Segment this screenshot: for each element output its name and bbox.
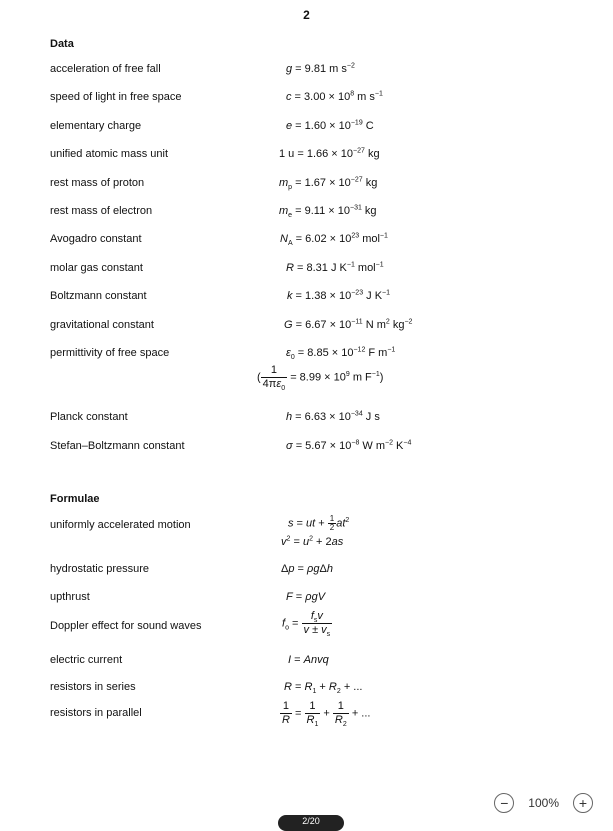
value-suvat-s: s = ut + $\frac{1}{2}$ $at^2$: [288, 514, 350, 532]
value-proton-mass: $m_p = 1.67 \times 10^{-27}$ kg: [279, 176, 378, 192]
label-free-fall: acceleration of free fall: [50, 63, 161, 75]
value-avogadro: $N_A = 6.02 \times 10^{23}$ mol$^{-1}$: [280, 232, 388, 248]
label-molar-gas: molar gas constant: [50, 262, 143, 274]
value-elementary-charge: $e = 1.60 \times 10^{-19}$ C: [286, 119, 374, 132]
zoom-out-button[interactable]: −: [494, 793, 514, 813]
label-boltzmann: Boltzmann constant: [50, 290, 147, 302]
label-stefan-boltzmann: Stefan–Boltzmann constant: [50, 440, 185, 452]
value-stefan-boltzmann: $\sigma = 5.67 \times 10^{-8}$ W $m^{-2}$ $K^{-4}$: [286, 439, 412, 452]
label-electron-mass: rest mass of electron: [50, 205, 153, 217]
label-electric-current: electric current: [50, 654, 123, 666]
label-avogadro: Avogadro constant: [50, 233, 142, 245]
label-series: resistors in series: [50, 681, 136, 693]
value-molar-gas: R = 8.31 J $K^{-1}$ mol$^{-1}$: [286, 261, 384, 274]
label-atomic-mass-unit: unified atomic mass unit: [50, 148, 168, 160]
label-planck: Planck constant: [50, 411, 128, 423]
label-elementary-charge: elementary charge: [50, 120, 142, 132]
formulae-heading: Formulae: [50, 493, 100, 505]
value-parallel: $\frac{1}{R}$ = $\frac{1}{R_1}$ + $\frac{1}{R_2}$ + ...: [282, 700, 371, 729]
value-suvat-v: $v^2 = u^2 + 2as$: [281, 535, 344, 548]
value-permittivity: $\varepsilon_0 = 8.85 \times 10^{-12}$ F $m^{-1}$: [286, 346, 396, 362]
value-planck: $h = 6.63 \times 10^{-34}$ J s: [286, 410, 380, 423]
label-upthrust: upthrust: [50, 591, 90, 603]
value-series: $R = R_1 + R_2$ + ...: [284, 681, 363, 696]
value-coulomb-constant: ( $\frac{1}{4\pi\varepsilon_0}$ = $8.99 \times 10^9$ m $F^{-1}$): [257, 364, 384, 393]
label-accelerated-motion: uniformly accelerated motion: [50, 519, 191, 531]
label-proton-mass: rest mass of proton: [50, 177, 145, 189]
label-parallel: resistors in parallel: [50, 707, 142, 719]
value-electric-current: I = Anvq: [288, 654, 329, 666]
value-free-fall: g = 9.81 m $s^{-2}$: [286, 62, 355, 75]
value-gravitational: $G = 6.67 \times 10^{-11}$ N $m^2$ $kg^{-2}$: [284, 318, 413, 331]
value-electron-mass: $m_e = 9.11 \times 10^{-31}$ kg: [279, 204, 377, 220]
label-hydrostatic: hydrostatic pressure: [50, 563, 150, 575]
label-speed-of-light: speed of light in free space: [50, 91, 182, 103]
label-gravitational: gravitational constant: [50, 319, 154, 331]
label-doppler: Doppler effect for sound waves: [50, 620, 202, 632]
zoom-controls: [494, 793, 593, 813]
value-upthrust: F = ρgV: [286, 591, 326, 603]
data-heading: Data: [50, 38, 74, 50]
value-doppler: $f_o$ = $\frac{f_sv}{v \pm v_s}$: [282, 610, 331, 639]
value-speed-of-light: $c = 3.00 \times 10^8$ m $s^{-1}$: [286, 90, 383, 103]
value-atomic-mass-unit: 1 $u = 1.66 \times 10^{-27}$ kg: [279, 147, 380, 160]
zoom-in-button[interactable]: +: [573, 793, 593, 813]
label-permittivity: permittivity of free space: [50, 347, 170, 359]
value-hydrostatic: Δp = ρgΔh: [281, 563, 333, 575]
value-boltzmann: $k = 1.38 \times 10^{-23}$ J $K^{-1}$: [287, 289, 391, 302]
page-indicator: 2/20: [278, 815, 344, 831]
zoom-level: 100%: [528, 796, 559, 810]
page-number: 2: [303, 8, 310, 22]
